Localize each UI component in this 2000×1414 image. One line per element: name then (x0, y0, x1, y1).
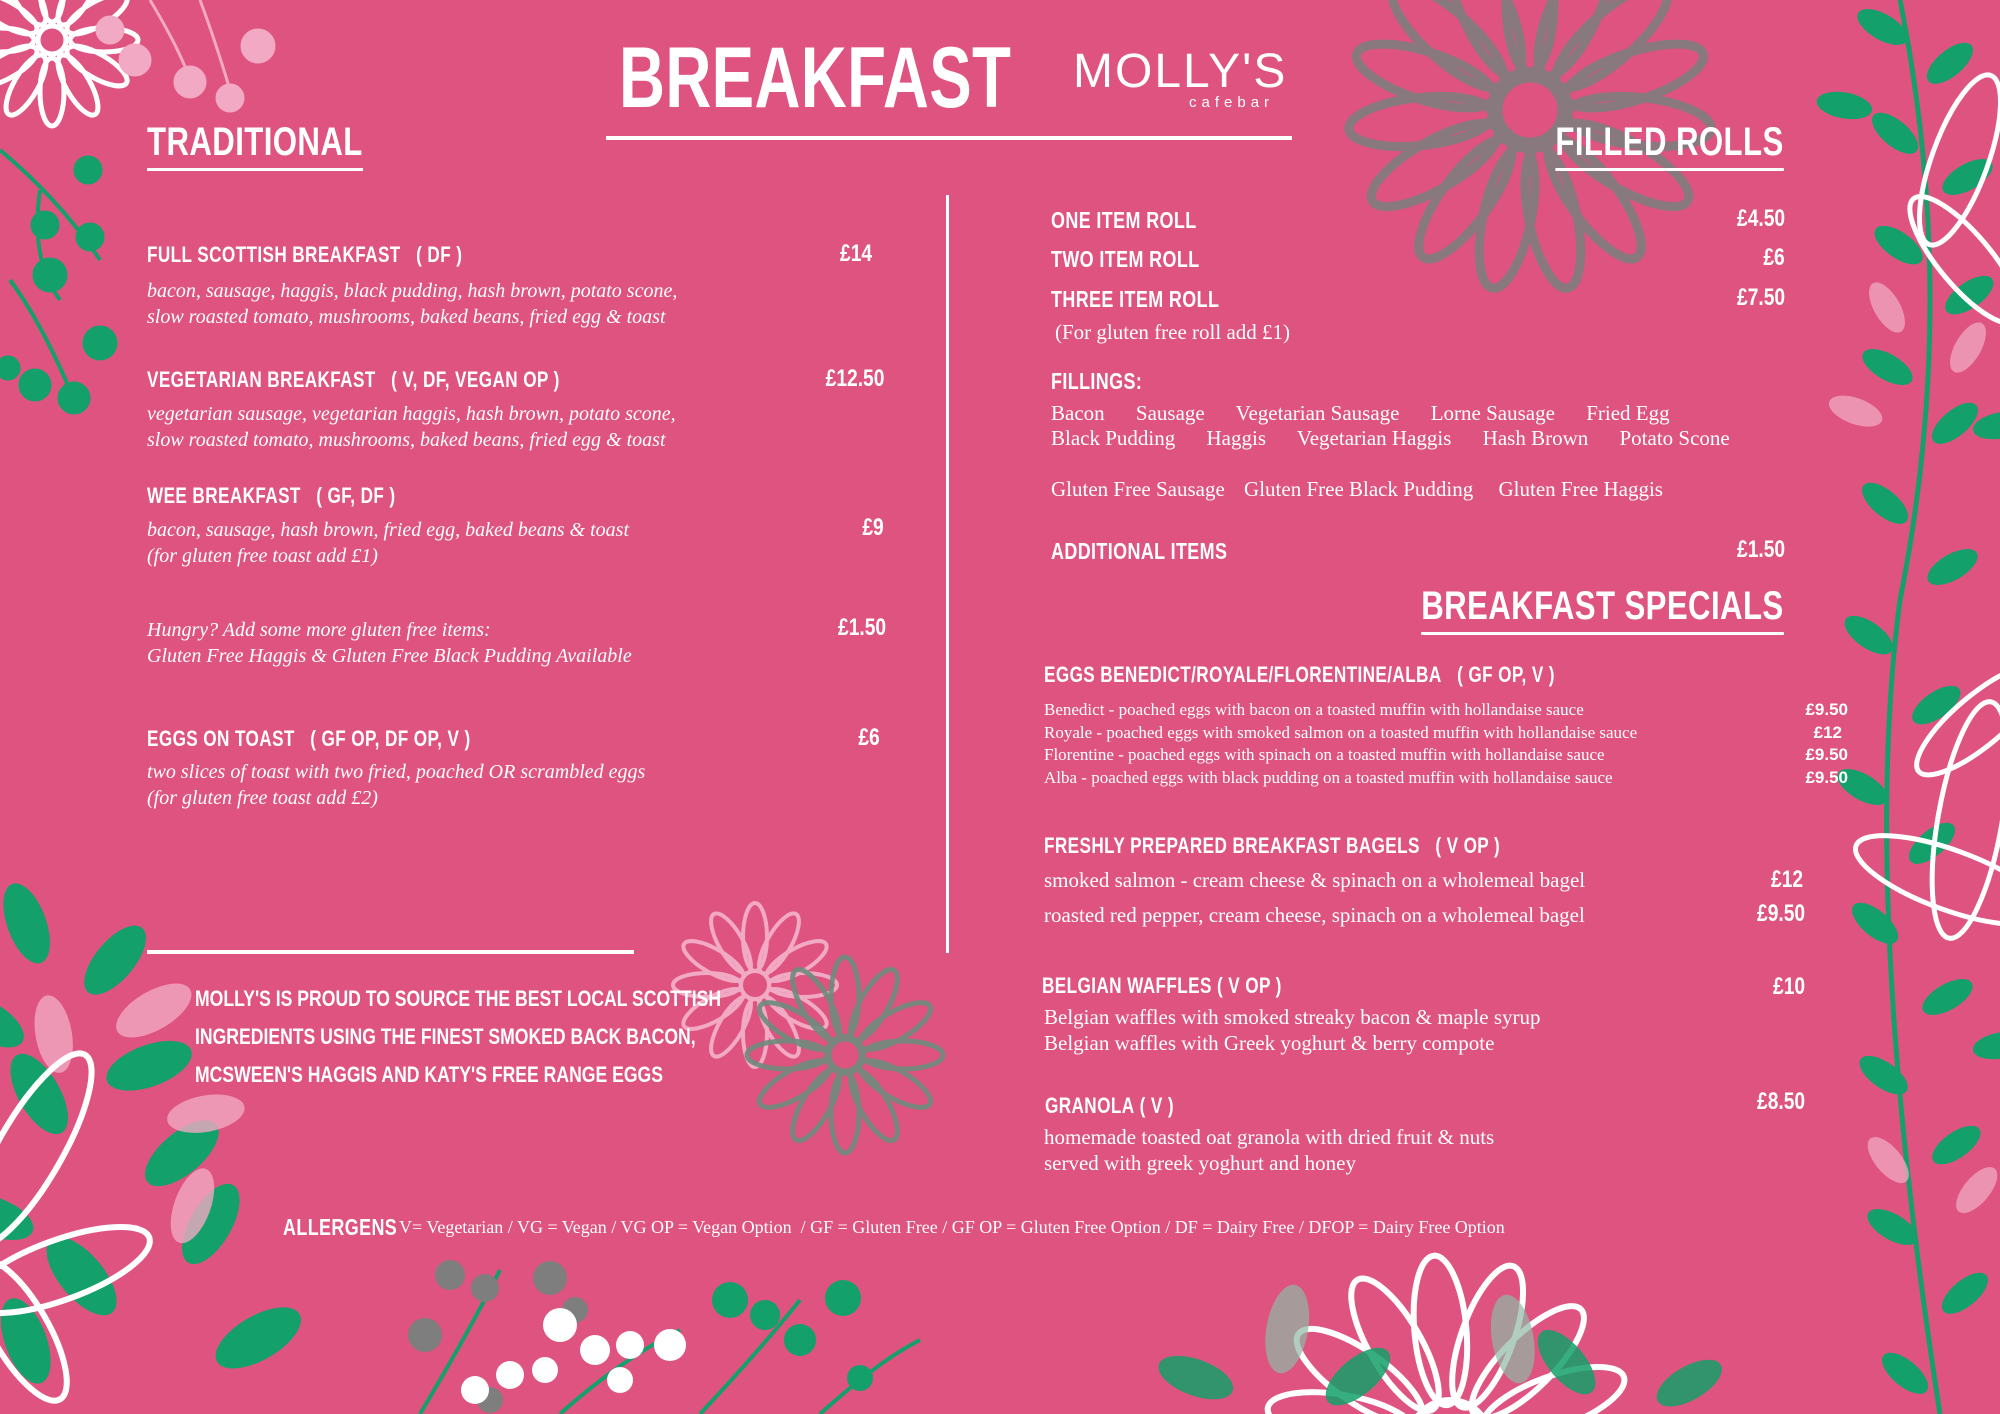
item-title: FRESHLY PREPARED BREAKFAST BAGELS (1044, 833, 1420, 858)
roll-price: £7.50 (1736, 284, 1785, 311)
filling-item: Gluten Free Sausage (1051, 477, 1225, 501)
fillings-row (1051, 400, 1696, 426)
fillings-label: FILLINGS: (1051, 368, 1143, 394)
fillings-row (1051, 425, 1756, 451)
item-name (147, 240, 462, 270)
bottom-left-foliage-icon (0, 877, 311, 1413)
column-divider (946, 195, 949, 953)
roll-name: ONE ITEM ROLL (1051, 207, 1197, 233)
item-title: FULL SCOTTISH BREAKFAST (147, 242, 401, 267)
item-title: EGGS ON TOAST (147, 726, 295, 751)
filling-item: Potato Scone (1619, 426, 1730, 450)
roll-name: TWO ITEM ROLL (1051, 246, 1200, 272)
filling-item: Haggis (1206, 426, 1266, 450)
item-description: Belgian waffles with smoked streaky bacon & maple syrup Belgian waffles with Greek yoghurt & berry compote (1044, 1005, 1541, 1055)
item-name (147, 481, 395, 511)
item-price: £12.50 (825, 365, 884, 392)
dietary-tags: ( GF, DF ) (316, 483, 396, 508)
page-title: BREAKFAST (619, 30, 1012, 126)
dietary-tags: ( V OP ) (1435, 833, 1501, 858)
item-name (147, 724, 471, 754)
allergens-label: ALLERGENS (283, 1214, 398, 1240)
variation-line: Benedict - poached eggs with bacon on a toasted muffin with hollandaise sauce (1044, 700, 1584, 719)
filling-item: Fried Egg (1586, 401, 1670, 425)
variation-price: £9.50 (1805, 700, 1848, 719)
bagel-line: roasted red pepper, cream cheese, spinach on a wholemeal bagel (1044, 903, 1585, 927)
bagel-line: smoked salmon - cream cheese & spinach on a wholemeal bagel (1044, 868, 1586, 892)
roll-name: THREE ITEM ROLL (1051, 286, 1220, 312)
variation-price: £9.50 (1805, 745, 1848, 764)
item-name (1044, 660, 1555, 690)
filling-item: Gluten Free Black Pudding (1244, 477, 1474, 501)
dietary-tags: ( GF OP, V ) (1457, 662, 1555, 687)
roll-price: £4.50 (1736, 205, 1785, 232)
item-name (1044, 831, 1500, 861)
section-heading-specials: BREAKFAST SPECIALS (1422, 584, 1784, 635)
item-price: £14 (839, 240, 872, 267)
item-title: GRANOLA (1045, 1093, 1135, 1118)
filling-item: Vegetarian Sausage (1235, 401, 1400, 425)
item-description: bacon, sausage, haggis, black pudding, hash brown, potato scone, slow roasted tomato, mushrooms, baked beans, fried egg & toast (147, 280, 678, 328)
eggs-variations (1044, 699, 1637, 789)
item-price: £1.50 (837, 614, 886, 641)
logo-subtext: cafebar (1189, 94, 1275, 111)
grey-outline-flower-icon (747, 957, 943, 1153)
filling-item: Black Pudding (1051, 426, 1176, 450)
item-name (147, 365, 560, 395)
variation-price: £12 (1813, 722, 1842, 742)
section-heading-traditional: TRADITIONAL (147, 120, 363, 171)
dietary-tags: ( V, DF, VEGAN OP ) (391, 367, 560, 392)
green-berries-left-icon (0, 150, 117, 414)
filling-item: Gluten Free Haggis (1498, 477, 1663, 501)
item-price: £6 (858, 724, 880, 751)
item-title: BELGIAN WAFFLES (1042, 973, 1212, 998)
additional-items-price: £1.50 (1736, 536, 1785, 563)
item-title: WEE BREAKFAST (147, 483, 301, 508)
sourcing-divider (147, 950, 634, 954)
filling-item: Hash Brown (1482, 426, 1589, 450)
title-underline (606, 136, 1292, 140)
item-title: VEGETARIAN BREAKFAST (147, 367, 376, 392)
item-name (1042, 971, 1282, 1001)
bagel-price: £9.50 (1756, 900, 1805, 927)
dietary-tags: ( V ) (1139, 1093, 1175, 1118)
bagel-price: £12 (1770, 866, 1803, 893)
variation-line: Florentine - poached eggs with spinach on a toasted muffin with hollandaise sauce (1044, 745, 1605, 764)
eggs-variation-prices (1805, 699, 1848, 789)
filling-item: Vegetarian Haggis (1296, 426, 1452, 450)
item-description: two slices of toast with two fried, poached OR scrambled eggs (for gluten free toast add £2) (147, 761, 646, 809)
dietary-tags: ( V OP ) (1216, 973, 1282, 998)
item-price: £8.50 (1756, 1088, 1805, 1115)
allergens-key: V= Vegetarian / VG = Vegan / VG OP = Vegan Option / GF = Gluten Free / GF OP = Gluten Free Option / DF = Dairy Free / DFOP = Dairy Free Option (399, 1217, 1505, 1237)
filling-item: Lorne Sausage (1430, 401, 1555, 425)
logo-text: MOLLY'S (1073, 45, 1288, 98)
section-heading-filled-rolls: FILLED ROLLS (1556, 120, 1784, 171)
filling-item: Sausage (1135, 401, 1205, 425)
item-description: bacon, sausage, hash brown, fried egg, baked beans & toast (for gluten free toast add £1) (147, 519, 630, 567)
item-name (1045, 1091, 1174, 1121)
pink-berries-icon (96, 0, 275, 112)
roll-price: £6 (1763, 244, 1785, 271)
sourcing-statement: MOLLY'S IS PROUD TO SOURCE THE BEST LOCAL SCOTTISH INGREDIENTS USING THE FINEST SMOKED BACK BACON, MCSWEEN'S HAGGIS AND KATY'S FREE RANGE EGGS (195, 986, 722, 1087)
additional-items-label: ADDITIONAL ITEMS (1051, 538, 1228, 564)
fillings-row (1051, 476, 1689, 502)
item-price: £10 (1772, 973, 1805, 1000)
gluten-free-roll-note: (For gluten free roll add £1) (1055, 320, 1291, 344)
filling-item: Bacon (1051, 401, 1105, 425)
item-description: homemade toasted oat granola with dried fruit & nuts served with greek yoghurt and honey (1044, 1125, 1495, 1175)
variation-line: Royale - poached eggs with smoked salmon on a toasted muffin with hollandaise sauce (1044, 722, 1638, 742)
item-description: Hungry? Add some more gluten free items: Gluten Free Haggis & Gluten Free Black Pudding Available (147, 619, 632, 667)
dietary-tags: ( DF ) (416, 242, 463, 267)
dietary-tags: ( GF OP, DF OP, V ) (310, 726, 471, 751)
bottom-berries-icon (408, 1260, 920, 1414)
item-title: EGGS BENEDICT/ROYALE/FLORENTINE/ALBA (1044, 662, 1442, 687)
item-price: £9 (862, 514, 884, 541)
item-description: vegetarian sausage, vegetarian haggis, hash brown, potato scone, slow roasted tomato, mushrooms, baked beans, fried egg & toast (147, 403, 676, 451)
variation-price: £9.50 (1805, 767, 1848, 787)
variation-line: Alba - poached eggs with black pudding on a toasted muffin with hollandaise sauce (1044, 767, 1613, 787)
mollys-logo (1073, 45, 1288, 122)
